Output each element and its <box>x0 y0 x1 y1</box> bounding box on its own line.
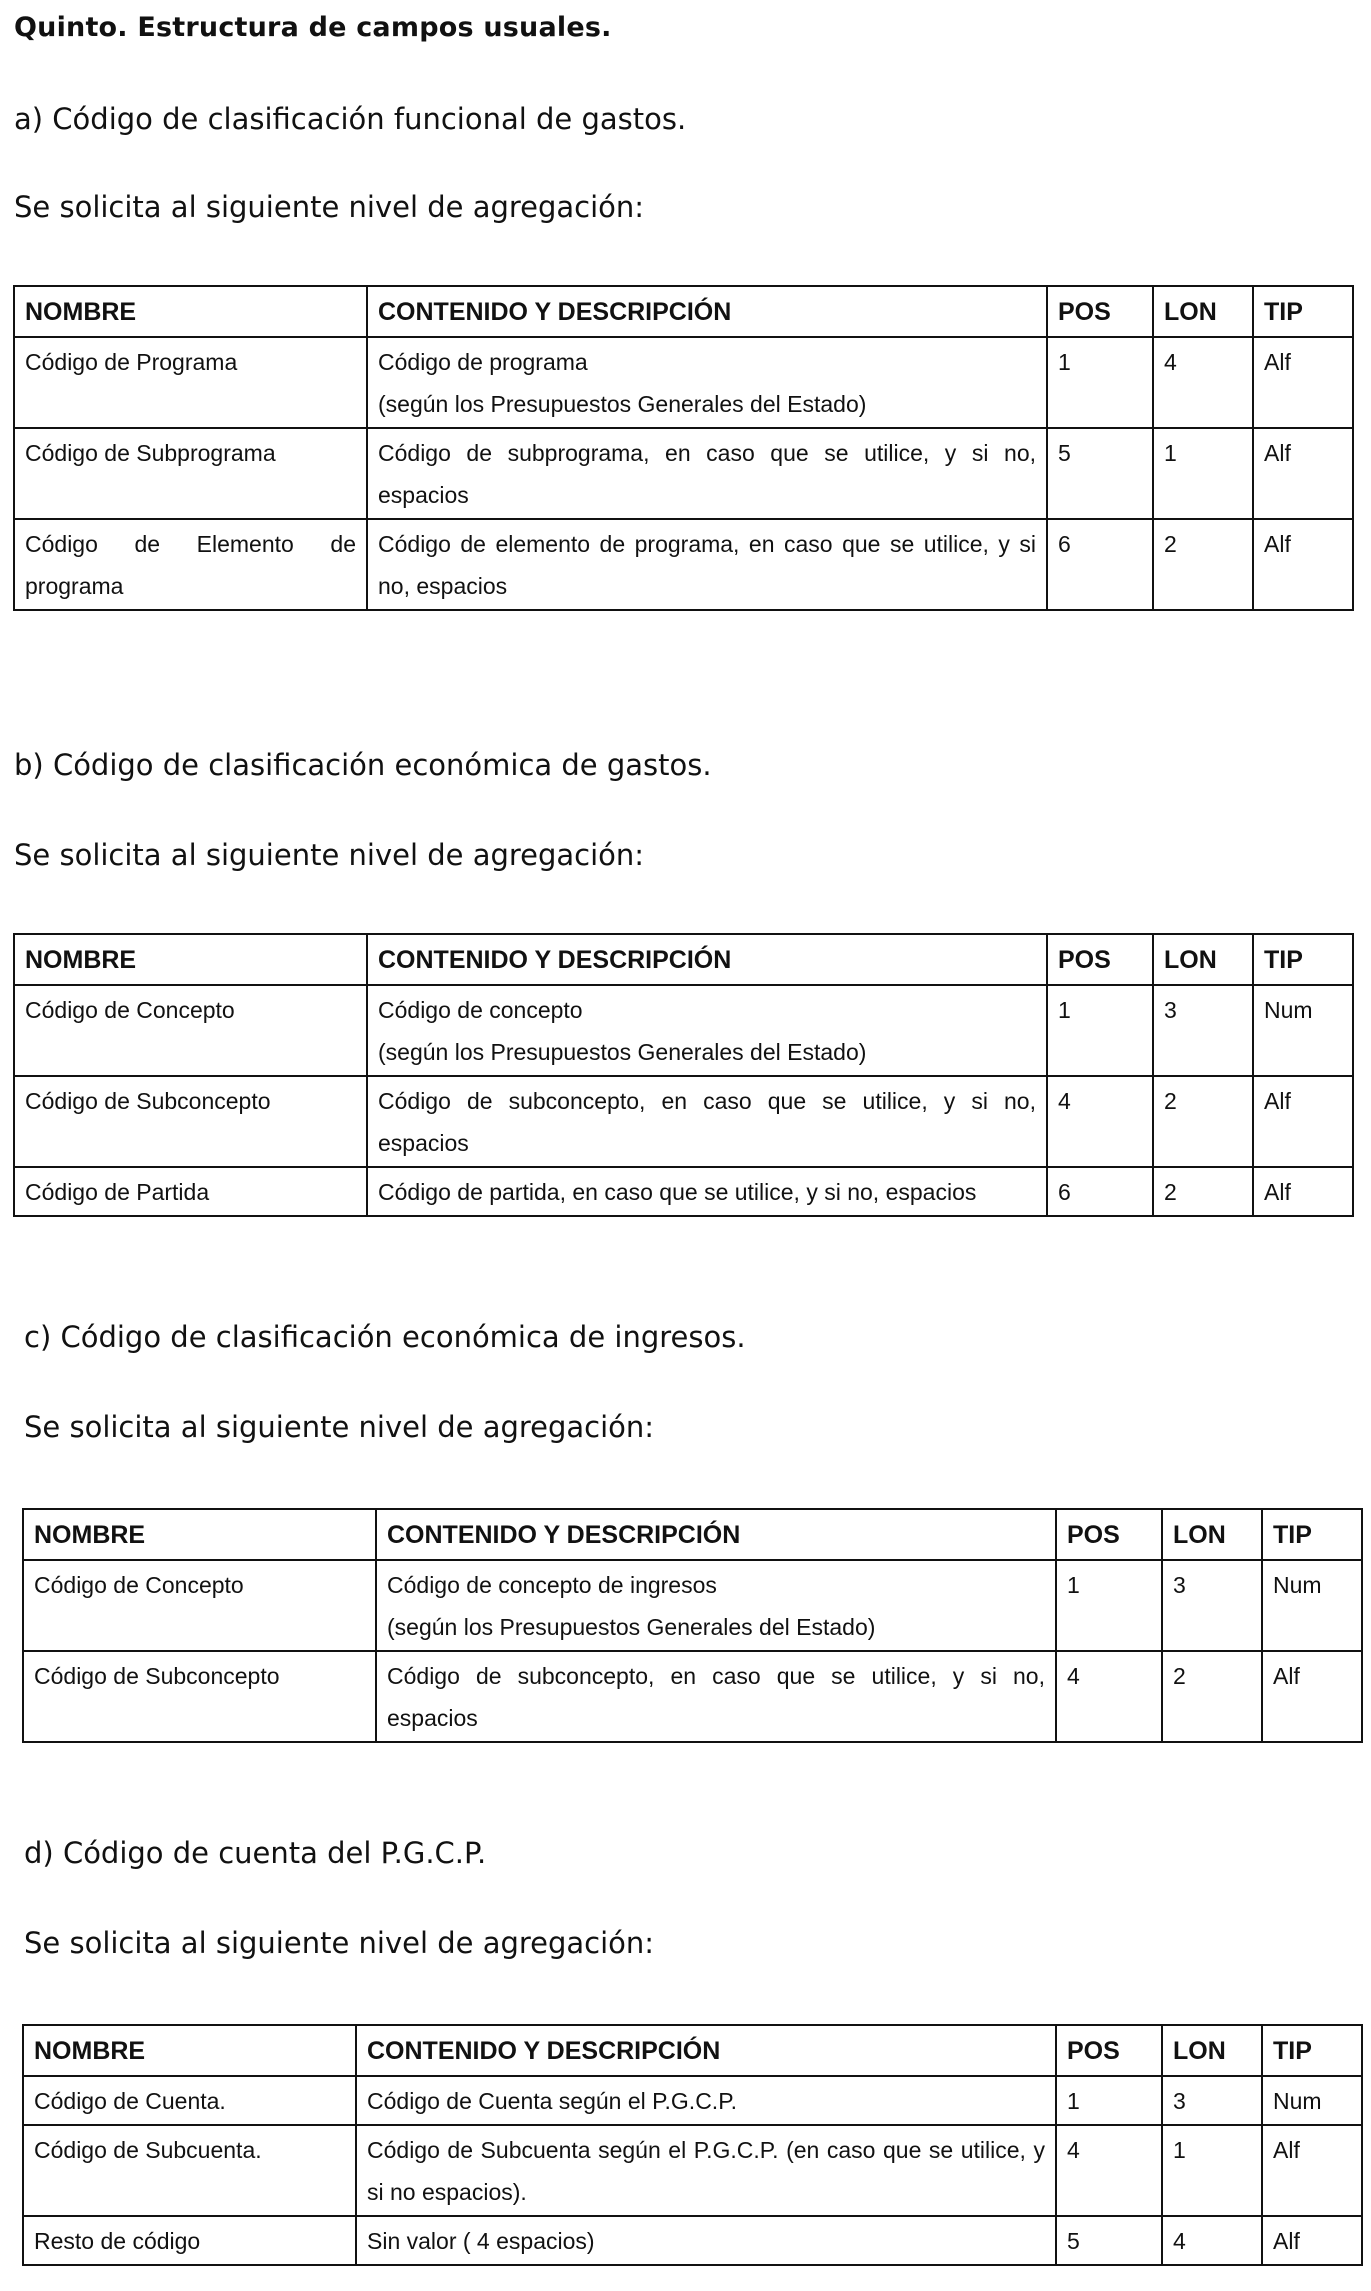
cell-lon: 1 <box>1153 428 1253 519</box>
cell-contenido <box>356 2076 1056 2125</box>
cell-contenido <box>367 428 1047 519</box>
cell-contenido <box>367 337 1047 428</box>
document-heading: Quinto. Estructura de campos usuales. <box>14 12 612 43</box>
description-text: Código de concepto de ingresos <box>387 1572 717 1598</box>
header-tip: TIP <box>1262 1509 1362 1560</box>
section-intro: Se solicita al siguiente nivel de agregación: <box>24 1926 655 1960</box>
table-header-row <box>23 2025 1362 2076</box>
table-header-row <box>14 286 1353 337</box>
header-contenido: CONTENIDO Y DESCRIPCIÓN <box>367 934 1047 985</box>
table-header-row <box>23 1509 1362 1560</box>
header-nombre: NOMBRE <box>23 1509 376 1560</box>
cell-tip: Num <box>1262 1560 1362 1651</box>
cell-lon: 4 <box>1153 337 1253 428</box>
header-lon: LON <box>1153 286 1253 337</box>
fields-table <box>13 285 1354 611</box>
header-contenido: CONTENIDO Y DESCRIPCIÓN <box>356 2025 1056 2076</box>
cell-contenido <box>367 1167 1047 1216</box>
header-lon: LON <box>1153 934 1253 985</box>
table-row <box>23 1560 1362 1651</box>
cell-pos: 1 <box>1056 2076 1162 2125</box>
table-row <box>14 1167 1353 1216</box>
cell-nombre: Código de Concepto <box>14 985 367 1076</box>
header-pos: POS <box>1056 1509 1162 1560</box>
description-text: Código de subconcepto, en caso que se utilice, y si no, espacios <box>387 1663 1045 1731</box>
header-tip: TIP <box>1253 934 1353 985</box>
cell-pos: 6 <box>1047 519 1153 610</box>
cell-nombre: Código de Elemento de programa <box>14 519 367 610</box>
header-nombre: NOMBRE <box>14 286 367 337</box>
cell-nombre: Código de Subconcepto <box>14 1076 367 1167</box>
table-row <box>23 2125 1362 2216</box>
cell-pos: 6 <box>1047 1167 1153 1216</box>
description-text: Código de subprograma, en caso que se utilice, y si no, espacios <box>378 440 1036 508</box>
fields-table <box>22 2024 1363 2266</box>
cell-lon: 2 <box>1153 1076 1253 1167</box>
cell-tip: Alf <box>1253 337 1353 428</box>
section-title: b) Código de clasificación económica de gastos. <box>14 748 712 782</box>
header-nombre: NOMBRE <box>14 934 367 985</box>
table-row <box>14 428 1353 519</box>
description-text: Código de Cuenta según el P.G.C.P. <box>367 2088 737 2114</box>
header-contenido: CONTENIDO Y DESCRIPCIÓN <box>376 1509 1056 1560</box>
cell-tip: Num <box>1253 985 1353 1076</box>
section-title: d) Código de cuenta del P.G.C.P. <box>24 1836 487 1870</box>
table-row <box>23 1651 1362 1742</box>
cell-nombre: Código de Partida <box>14 1167 367 1216</box>
header-nombre: NOMBRE <box>23 2025 356 2076</box>
cell-contenido <box>356 2125 1056 2216</box>
cell-tip: Alf <box>1262 2216 1362 2265</box>
cell-pos: 4 <box>1056 1651 1162 1742</box>
header-lon: LON <box>1162 1509 1262 1560</box>
cell-pos: 5 <box>1056 2216 1162 2265</box>
cell-lon: 4 <box>1162 2216 1262 2265</box>
description-note: (según los Presupuestos Generales del Estado) <box>378 391 867 417</box>
description-text: Código de elemento de programa, en caso que se utilice, y si no, espacios <box>378 531 1036 599</box>
cell-tip: Alf <box>1253 1167 1353 1216</box>
cell-lon: 3 <box>1153 985 1253 1076</box>
section-intro: Se solicita al siguiente nivel de agregación: <box>14 838 645 872</box>
cell-contenido <box>367 519 1047 610</box>
cell-pos: 1 <box>1047 985 1153 1076</box>
cell-tip: Alf <box>1253 1076 1353 1167</box>
cell-lon: 2 <box>1153 519 1253 610</box>
cell-tip: Num <box>1262 2076 1362 2125</box>
cell-tip: Alf <box>1262 1651 1362 1742</box>
table-row <box>23 2216 1362 2265</box>
table-row <box>14 519 1353 610</box>
description-text: Sin valor ( 4 espacios) <box>367 2228 595 2254</box>
section-intro: Se solicita al siguiente nivel de agregación: <box>24 1410 655 1444</box>
cell-lon: 3 <box>1162 2076 1262 2125</box>
table-row <box>14 985 1353 1076</box>
section-title: c) Código de clasificación económica de ingresos. <box>24 1320 746 1354</box>
header-pos: POS <box>1056 2025 1162 2076</box>
description-note: (según los Presupuestos Generales del Estado) <box>378 1039 867 1065</box>
cell-tip: Alf <box>1262 2125 1362 2216</box>
description-text: Código de partida, en caso que se utilice, y si no, espacios <box>378 1179 977 1205</box>
description-text: Código de subconcepto, en caso que se utilice, y si no, espacios <box>378 1088 1036 1156</box>
section-title: a) Código de clasificación funcional de gastos. <box>14 102 687 136</box>
description-text: Código de concepto <box>378 997 583 1023</box>
header-pos: POS <box>1047 934 1153 985</box>
description-note: (según los Presupuestos Generales del Estado) <box>387 1614 876 1640</box>
table-row <box>23 2076 1362 2125</box>
fields-table <box>22 1508 1363 1743</box>
header-contenido: CONTENIDO Y DESCRIPCIÓN <box>367 286 1047 337</box>
section-intro: Se solicita al siguiente nivel de agregación: <box>14 190 645 224</box>
cell-contenido <box>367 985 1047 1076</box>
header-tip: TIP <box>1253 286 1353 337</box>
cell-contenido <box>367 1076 1047 1167</box>
fields-table <box>13 933 1354 1217</box>
cell-contenido <box>376 1560 1056 1651</box>
cell-nombre: Resto de código <box>23 2216 356 2265</box>
cell-pos: 5 <box>1047 428 1153 519</box>
cell-nombre: Código de Subprograma <box>14 428 367 519</box>
header-lon: LON <box>1162 2025 1262 2076</box>
description-text: Código de Subcuenta según el P.G.C.P. (en caso que se utilice, y si no espacios). <box>367 2137 1045 2205</box>
table-header-row <box>14 934 1353 985</box>
cell-pos: 1 <box>1056 1560 1162 1651</box>
cell-nombre: Código de Concepto <box>23 1560 376 1651</box>
header-tip: TIP <box>1262 2025 1362 2076</box>
table-row <box>14 1076 1353 1167</box>
cell-pos: 1 <box>1047 337 1153 428</box>
cell-lon: 2 <box>1153 1167 1253 1216</box>
header-pos: POS <box>1047 286 1153 337</box>
description-text: Código de programa <box>378 349 588 375</box>
cell-tip: Alf <box>1253 519 1353 610</box>
cell-lon: 3 <box>1162 1560 1262 1651</box>
cell-lon: 1 <box>1162 2125 1262 2216</box>
cell-nombre: Código de Cuenta. <box>23 2076 356 2125</box>
cell-pos: 4 <box>1056 2125 1162 2216</box>
table-row <box>14 337 1353 428</box>
cell-nombre: Código de Programa <box>14 337 367 428</box>
cell-contenido <box>356 2216 1056 2265</box>
cell-pos: 4 <box>1047 1076 1153 1167</box>
cell-lon: 2 <box>1162 1651 1262 1742</box>
cell-nombre: Código de Subconcepto <box>23 1651 376 1742</box>
cell-contenido <box>376 1651 1056 1742</box>
cell-nombre: Código de Subcuenta. <box>23 2125 356 2216</box>
cell-tip: Alf <box>1253 428 1353 519</box>
